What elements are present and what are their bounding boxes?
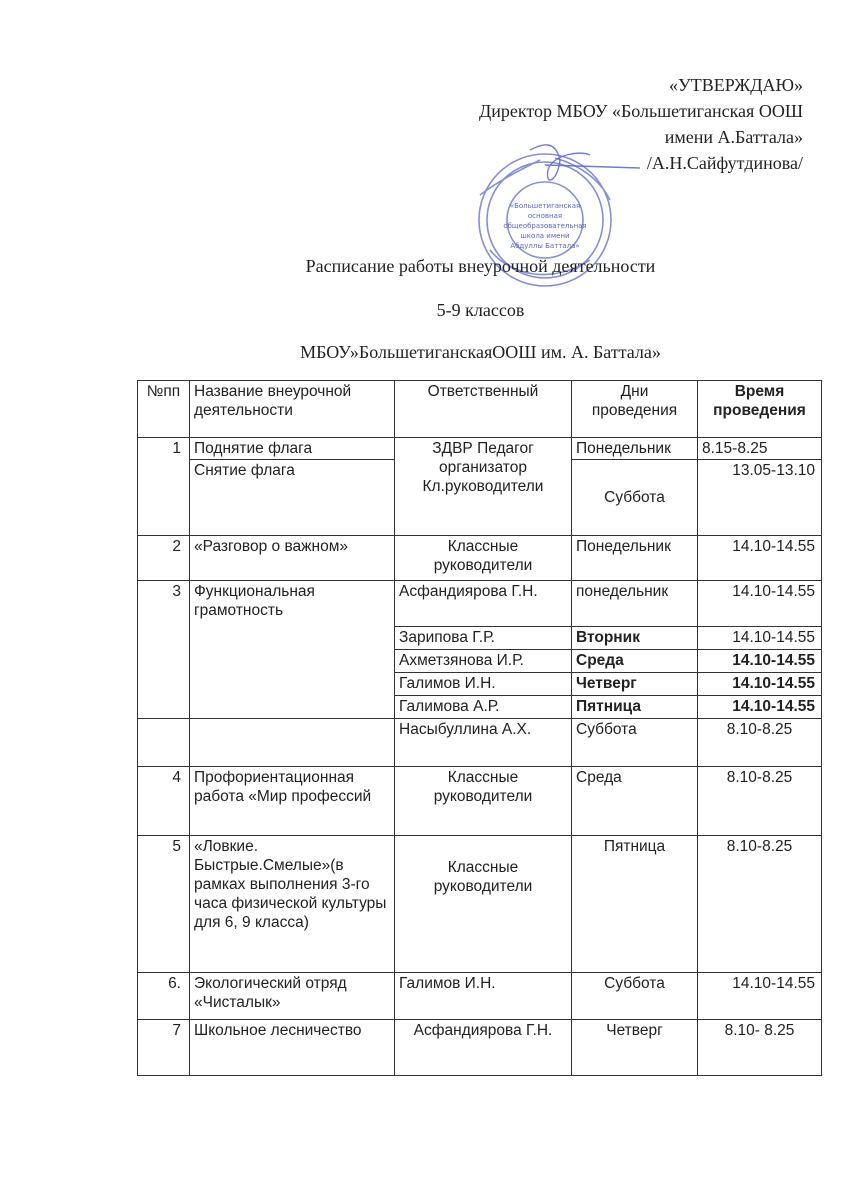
table-row <box>138 719 822 767</box>
row-6-time: 14.10-14.55 <box>698 973 822 1020</box>
row-6-responsible: Галимов И.Н. <box>395 973 572 1020</box>
row-3-num: 3 <box>138 581 190 719</box>
row-5-responsible: Классные руководители <box>395 836 572 973</box>
page-title: Расписание работы внеурочной деятельности <box>305 256 656 276</box>
school-subtitle: МБОУ»БольшетиганскаяООШ им. А. Баттала» <box>300 342 661 362</box>
row-3f-responsible: Насыбуллина А.Х. <box>395 719 572 767</box>
table-row <box>138 767 822 836</box>
stamp-ring-text-left <box>480 160 540 195</box>
row-5-num: 5 <box>138 836 190 973</box>
header-responsible: Ответственный <box>395 381 572 438</box>
stamp-text-line-5: Абдуллы Баттала» <box>510 242 580 250</box>
row-2-name: «Разговор о важном» <box>190 536 395 581</box>
row-2-time: 14.10-14.55 <box>698 536 822 581</box>
row-3b-responsible: Зарипова Г.Р. <box>395 627 572 650</box>
row-6-name: Экологический отряд «Чисталык» <box>190 973 395 1020</box>
row-3f-time: 8.10-8.25 <box>698 719 822 767</box>
row-3f-day: Суббота <box>572 719 698 767</box>
approval-line-1: «УТВЕРЖДАЮ» <box>668 75 803 95</box>
row-3a-time: 14.10-14.55 <box>698 581 822 627</box>
row-4-responsible: Классные руководители <box>395 767 572 836</box>
row-7-name: Школьное лесничество <box>190 1020 395 1076</box>
stamp-text-line-3: общеобразовательная <box>503 222 587 230</box>
row-3c-responsible: Ахметзянова И.Р. <box>395 650 572 673</box>
row-3e-responsible: Галимова А.Р. <box>395 696 572 719</box>
table-row <box>138 438 822 460</box>
header-time: Время проведения <box>698 381 822 438</box>
stamp-text-line-2: основная <box>527 212 563 220</box>
row-1-time-b: 13.05-13.10 <box>698 460 822 536</box>
table-row <box>138 973 822 1020</box>
row-3d-day: Четверг <box>572 673 698 696</box>
row-1-num: 1 <box>138 438 190 536</box>
row-1-responsible: ЗДВР Педагог организатор Кл.руководители <box>395 438 572 536</box>
header-num: №пп <box>138 381 190 438</box>
stamp-text-line-4: школа имени <box>520 232 570 240</box>
row-4-name: Профориентационная работа «Мир профессий <box>190 767 395 836</box>
row-3f-name-empty <box>190 719 395 767</box>
row-4-time: 8.10-8.25 <box>698 767 822 836</box>
row-1-name-a: Поднятие флага <box>190 438 395 460</box>
header-name: Название внеурочной деятельности <box>190 381 395 438</box>
row-3e-day: Пятница <box>572 696 698 719</box>
row-3-name: Функциональная грамотность <box>190 581 395 719</box>
row-4-day: Среда <box>572 767 698 836</box>
approval-line-4: /А.Н.Сайфутдинова/ <box>646 153 803 173</box>
stamp-text-line-1: «Большетиганская <box>509 202 581 210</box>
row-5-time: 8.10-8.25 <box>698 836 822 973</box>
row-1-day-b: Суббота <box>572 460 698 536</box>
row-3a-day: понедельник <box>572 581 698 627</box>
table-header-row <box>138 381 822 438</box>
row-3c-time: 14.10-14.55 <box>698 650 822 673</box>
row-1-day-a: Понедельник <box>572 438 698 460</box>
row-2-num: 2 <box>138 536 190 581</box>
row-1-time-a: 8.15-8.25 <box>698 438 822 460</box>
row-3d-responsible: Галимов И.Н. <box>395 673 572 696</box>
row-6-day: Суббота <box>572 973 698 1020</box>
row-3a-responsible: Асфандиярова Г.Н. <box>395 581 572 627</box>
row-2-responsible: Классные руководители <box>395 536 572 581</box>
row-1-name-b: Снятие флага <box>190 460 395 536</box>
row-7-num: 7 <box>138 1020 190 1076</box>
row-3e-time: 14.10-14.55 <box>698 696 822 719</box>
table-row <box>138 836 822 973</box>
table-row <box>138 536 822 581</box>
table-row <box>138 581 822 627</box>
row-3f-num-empty <box>138 719 190 767</box>
header-days: Дни проведения <box>572 381 698 438</box>
classes-subtitle: 5-9 классов <box>436 300 525 320</box>
row-7-responsible: Асфандиярова Г.Н. <box>395 1020 572 1076</box>
row-7-time: 8.10- 8.25 <box>698 1020 822 1076</box>
row-3d-time: 14.10-14.55 <box>698 673 822 696</box>
row-3c-day: Среда <box>572 650 698 673</box>
approval-line-2: Директор МБОУ «Большетиганская ООШ <box>478 101 803 121</box>
row-6-num: 6. <box>138 973 190 1020</box>
row-3b-day: Вторник <box>572 627 698 650</box>
row-7-day: Четверг <box>572 1020 698 1076</box>
approval-line-3: имени А.Баттала» <box>664 127 803 147</box>
row-4-num: 4 <box>138 767 190 836</box>
row-2-day: Понедельник <box>572 536 698 581</box>
schedule-table <box>137 380 822 1076</box>
row-5-name: «Ловкие. Быстрые.Смелые»(в рамках выполнения 3-го часа физической культуры для 6, 9 класса) <box>190 836 395 973</box>
table-row <box>138 1020 822 1076</box>
row-3b-time: 14.10-14.55 <box>698 627 822 650</box>
row-5-day: Пятница <box>572 836 698 973</box>
